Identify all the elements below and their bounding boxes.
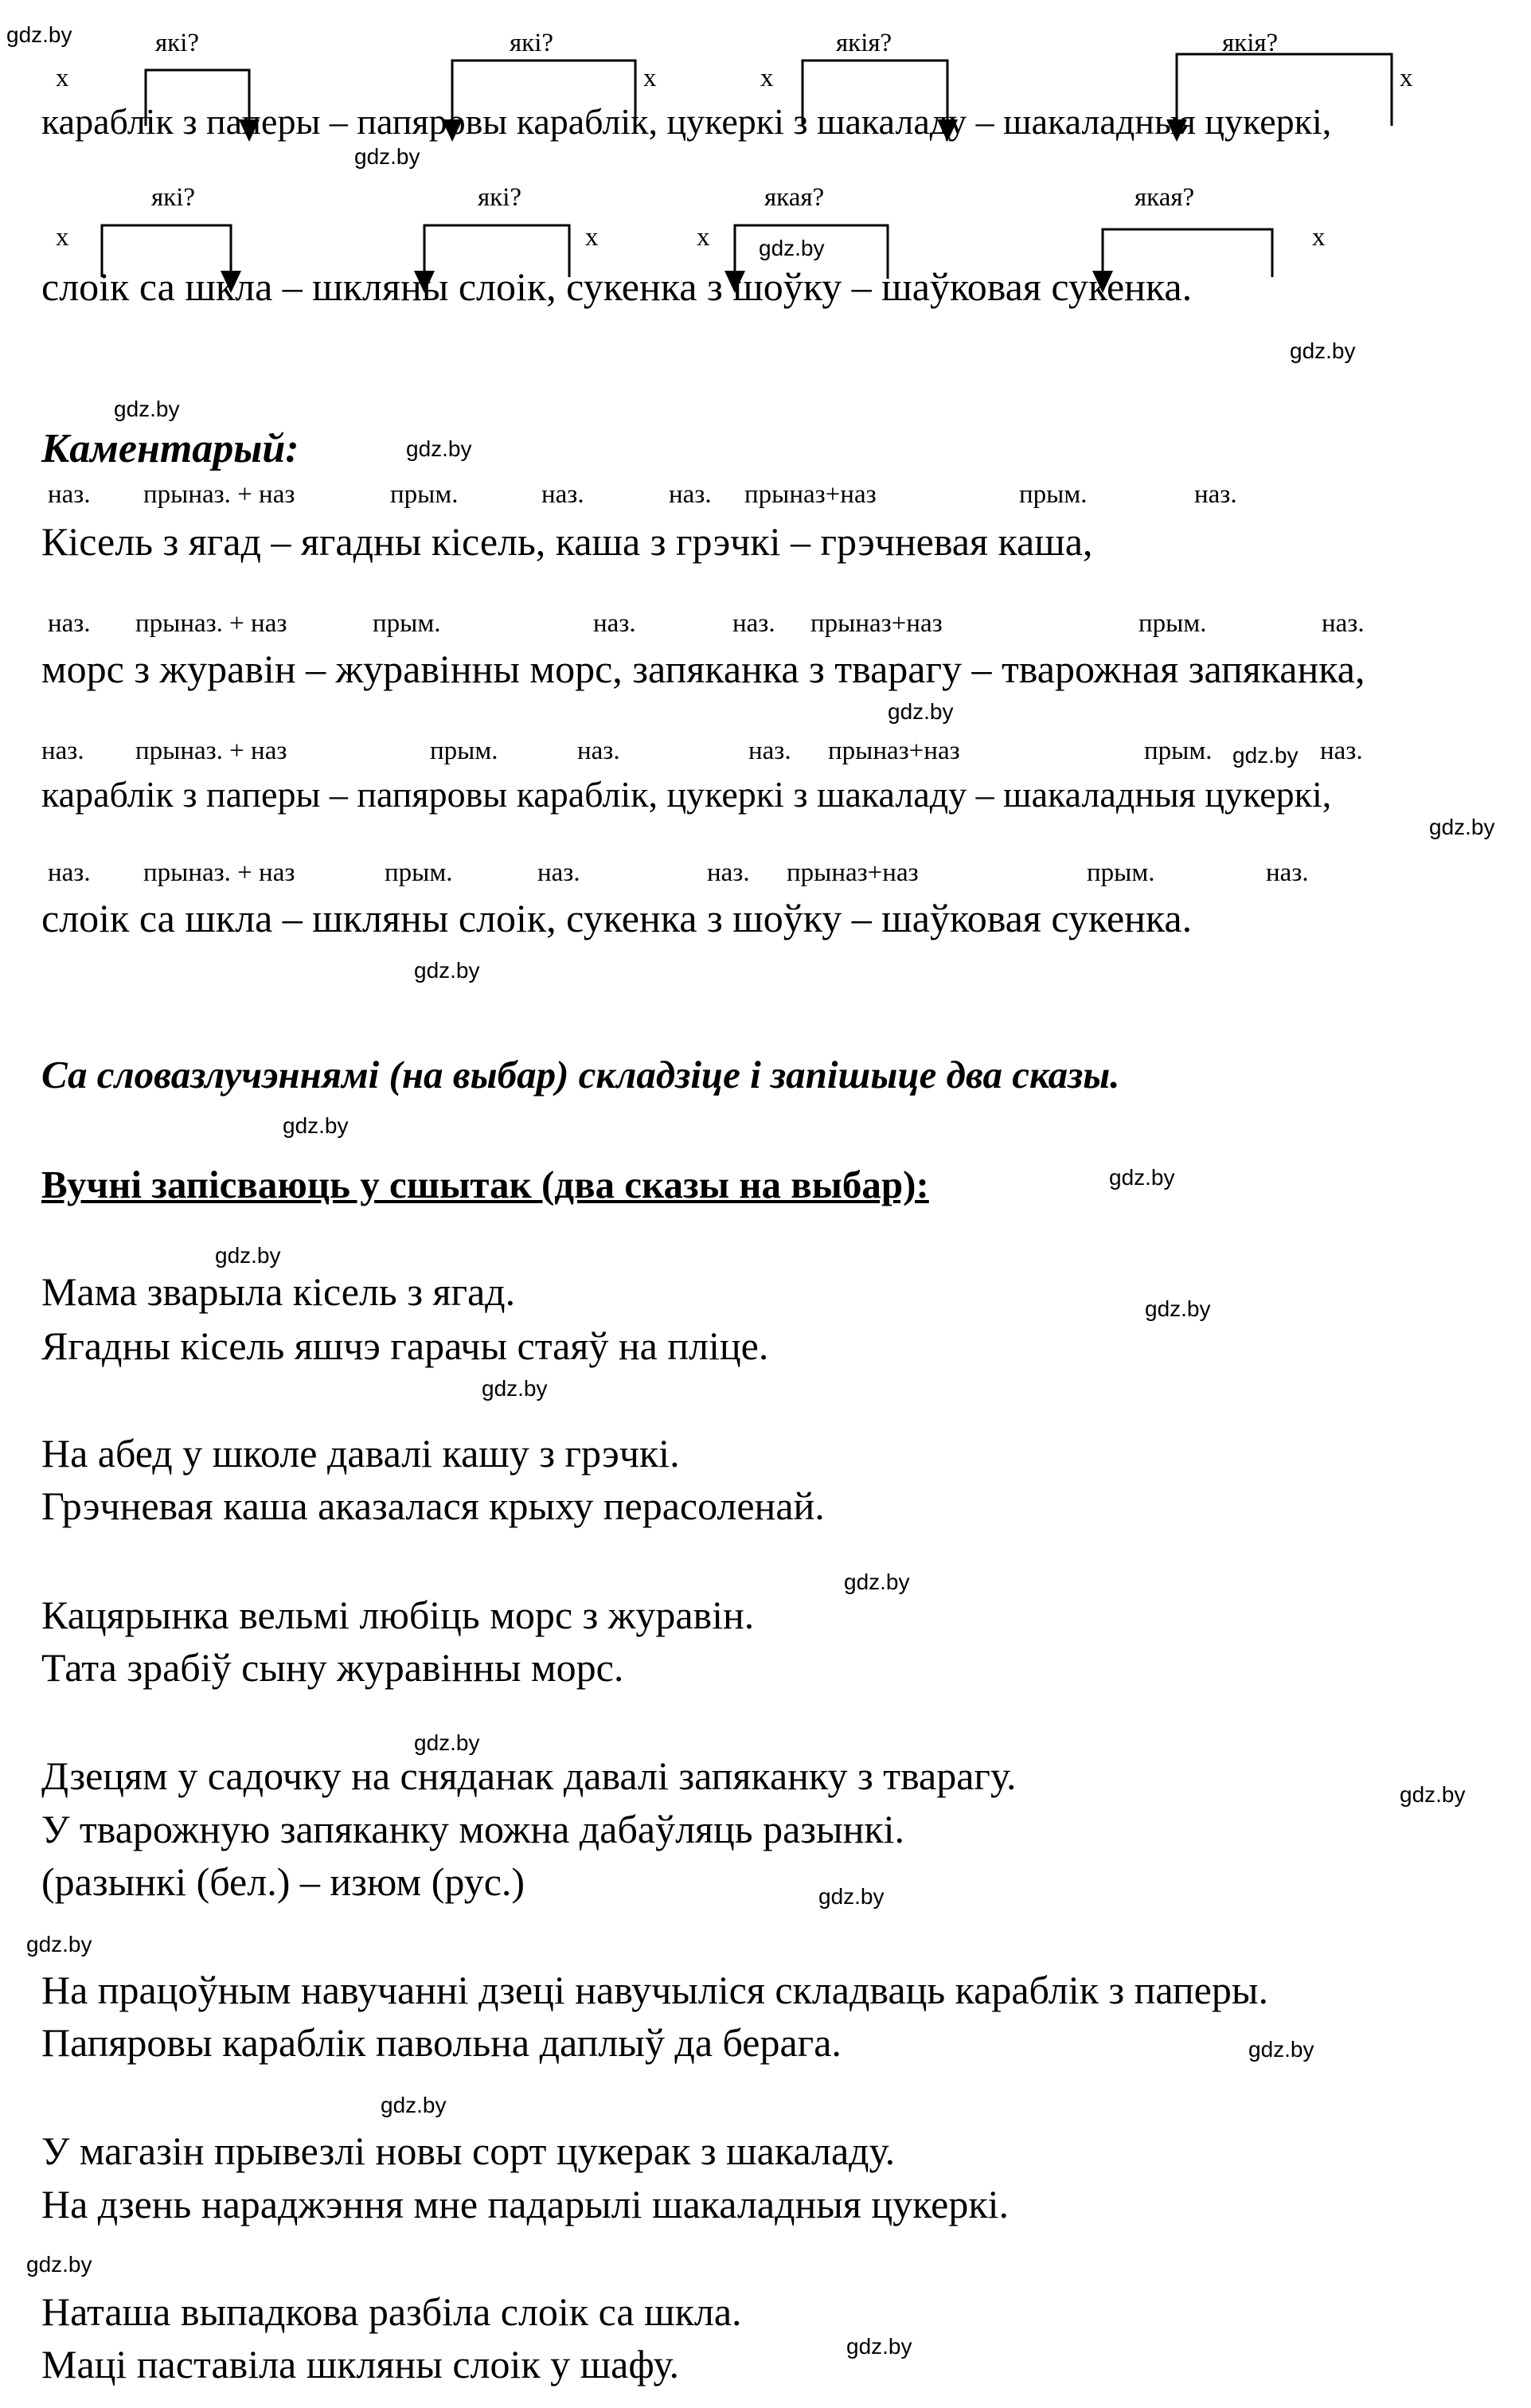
sentence: Мама зварыла кісель з ягад. <box>41 1269 516 1314</box>
tag-prep-noun: прыназ. + наз <box>135 609 287 638</box>
commentary-line: слоік са шкла – шкляны слоік, сукенка з шоўку – шаўковая сукенка. <box>41 896 1193 940</box>
watermark: gdz.by <box>1290 338 1356 363</box>
sentence: Кацярынка вельмі любіць морс з журавін. <box>41 1593 755 1637</box>
commentary-line: Кісель з ягад – ягадны кісель, каша з грэчкі – грэчневая каша, <box>41 519 1093 564</box>
sentence: Тата зрабіў сыну журавінны морс. <box>41 1645 624 1690</box>
question-label: які? <box>510 29 554 57</box>
x-mark: x <box>697 223 710 252</box>
question-label: які? <box>478 183 522 212</box>
parsed-line-2: слоік са шкла – шкляны слоік, сукенка з шоўку – шаўковая сукенка. <box>41 264 1193 309</box>
watermark: gdz.by <box>1248 2037 1314 2062</box>
tag-noun: наз. <box>1320 737 1363 765</box>
sentence: Ягадны кісель яшчэ гарачы стаяў на пліце. <box>41 1323 769 1368</box>
tag-noun: наз. <box>707 858 750 887</box>
parsed-line-1: караблік з паперы – папяровы караблік, цукеркі з шакаладу – шакаладныя цукеркі, <box>41 101 1332 142</box>
tag-adj: прым. <box>1087 858 1155 887</box>
watermark: gdz.by <box>6 22 72 47</box>
sentence: Грэчневая каша аказалася крыху перасоленай. <box>41 1484 825 1528</box>
tag-noun: наз. <box>537 858 580 887</box>
x-mark: x <box>56 223 69 252</box>
question-label: якая? <box>1135 183 1195 212</box>
tag-noun: наз. <box>748 737 791 765</box>
sentence: Маці паставіла шкляны слоік у шафу. <box>41 2342 680 2386</box>
watermark: gdz.by <box>1145 1296 1211 1321</box>
tag-prep-noun: прыназ+наз <box>810 609 943 638</box>
tag-prep-noun: прыназ+наз <box>828 737 960 765</box>
tag-noun: наз. <box>1266 858 1309 887</box>
commentary-line: морс з журавін – журавінны морс, запяканка з тварагу – тварожная запяканка, <box>41 647 1365 691</box>
tag-adj: прым. <box>390 480 459 509</box>
watermark: gdz.by <box>844 1570 910 1594</box>
x-mark: x <box>585 223 599 252</box>
commentary-title: Каментарый: <box>41 426 299 471</box>
tag-noun: наз. <box>48 480 91 509</box>
watermark: gdz.by <box>26 1932 92 1956</box>
tag-noun: наз. <box>41 737 84 765</box>
watermark: gdz.by <box>215 1243 281 1268</box>
tag-prep-noun: прыназ+наз <box>787 858 919 887</box>
watermark: gdz.by <box>888 699 954 724</box>
tag-noun: наз. <box>1322 609 1365 638</box>
watermark: gdz.by <box>1109 1165 1175 1190</box>
watermark: gdz.by <box>818 1884 885 1909</box>
tag-adj: прым. <box>373 609 441 638</box>
watermark: gdz.by <box>26 2252 92 2277</box>
question-label: які? <box>151 183 196 212</box>
question-label: які? <box>155 29 200 57</box>
tag-adj: прым. <box>430 737 498 765</box>
sentence: Папяровы караблік павольна даплыў да берага. <box>41 2020 842 2065</box>
sentence: На дзень нараджэння мне падарылі шакаладныя цукеркі. <box>41 2182 1010 2226</box>
tag-adj: прым. <box>1019 480 1088 509</box>
tag-prep-noun: прыназ. + наз <box>135 737 287 765</box>
x-mark: x <box>56 64 69 92</box>
tag-adj: прым. <box>1138 609 1207 638</box>
tag-adj: прым. <box>385 858 453 887</box>
question-label: якая? <box>764 183 825 212</box>
task-note: Вучні запісваюць у сшытак (два сказы на выбар): <box>41 1163 929 1206</box>
watermark: gdz.by <box>414 958 480 983</box>
x-mark: x <box>1312 223 1326 252</box>
sentence: На абед у школе давалі кашу з грэчкі. <box>41 1431 680 1476</box>
tag-noun: наз. <box>669 480 712 509</box>
watermark: gdz.by <box>406 436 472 461</box>
tag-prep-noun: прыназ+наз <box>744 480 877 509</box>
watermark: gdz.by <box>1429 815 1495 839</box>
tag-noun: наз. <box>577 737 620 765</box>
watermark: gdz.by <box>354 144 420 169</box>
question-label: якія? <box>836 29 892 57</box>
watermark: gdz.by <box>482 1376 548 1401</box>
watermark: gdz.by <box>759 236 825 260</box>
watermark: gdz.by <box>1232 743 1299 768</box>
question-label: якія? <box>1222 29 1279 57</box>
tag-noun: наз. <box>1194 480 1237 509</box>
tag-prep-noun: прыназ. + наз <box>143 858 295 887</box>
sentence: У тварожную запяканку можна дабаўляць разынкі. <box>41 1807 905 1851</box>
tag-noun: наз. <box>732 609 775 638</box>
sentence: Наташа выпадкова разбіла слоік са шкла. <box>41 2289 742 2334</box>
tag-noun: наз. <box>48 858 91 887</box>
watermark: gdz.by <box>283 1113 349 1138</box>
sentence: У магазін прывезлі новы сорт цукерак з шакаладу. <box>41 2128 896 2173</box>
sentence: (разынкі (бел.) – изюм (рус.) <box>41 1859 525 1904</box>
tag-prep-noun: прыназ. + наз <box>143 480 295 509</box>
x-mark: x <box>643 64 657 92</box>
tag-noun: наз. <box>541 480 584 509</box>
task-text: Са словазлучэннямі (на выбар) складзіце і запішыце два сказы. <box>41 1053 1120 1096</box>
commentary-line: караблік з паперы – папяровы караблік, цукеркі з шакаладу – шакаладныя цукеркі, <box>41 774 1332 815</box>
sentence: Дзецям у садочку на сняданак давалі запяканку з тварагу. <box>41 1753 1017 1798</box>
watermark: gdz.by <box>846 2334 912 2359</box>
watermark: gdz.by <box>114 397 180 421</box>
tag-noun: наз. <box>593 609 636 638</box>
watermark: gdz.by <box>381 2093 447 2117</box>
x-mark: x <box>760 64 774 92</box>
tag-noun: наз. <box>48 609 91 638</box>
x-mark: x <box>1400 64 1413 92</box>
sentence: На працоўным навучанні дзеці навучыліся складваць караблік з паперы. <box>41 1968 1268 2012</box>
watermark: gdz.by <box>1400 1782 1466 1807</box>
tag-adj: прым. <box>1144 737 1213 765</box>
watermark: gdz.by <box>414 1730 480 1755</box>
